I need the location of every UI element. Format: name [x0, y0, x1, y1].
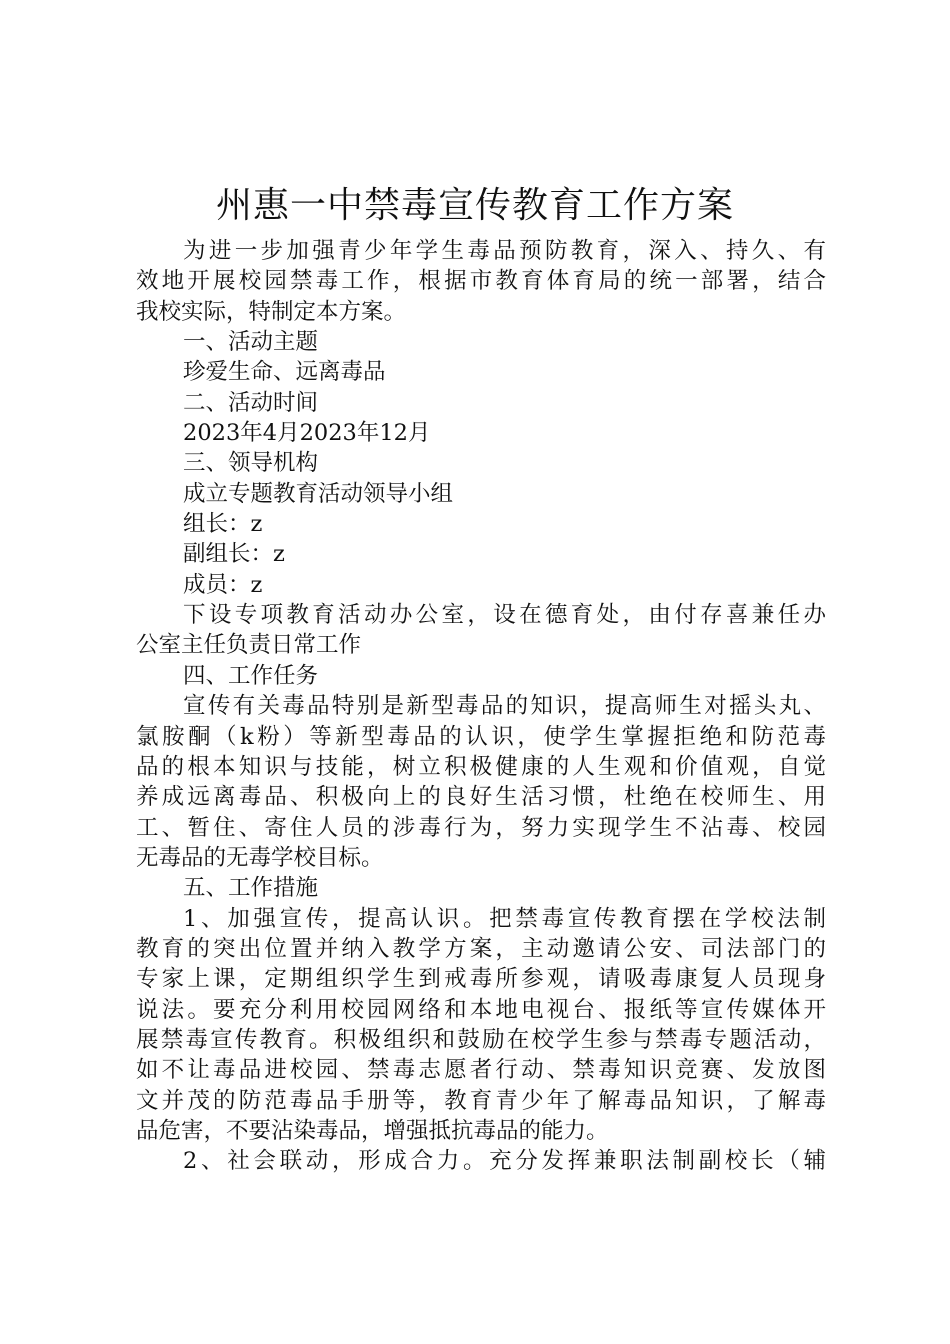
text-line: 组长：z: [183, 511, 263, 538]
text-line: 下设专项教育活动办公室，设在德育处，由付存喜兼任办: [183, 602, 826, 629]
text-line: 我校实际，特制定本方案。: [136, 298, 407, 325]
document-title: 州惠一中禁毒宣传教育工作方案: [215, 185, 734, 226]
document-body: [136, 236, 826, 1177]
text-line: 说法。要充分利用校园网络和本地电视台、报纸等宣传媒体开: [136, 996, 826, 1023]
text-line: 氯胺酮（k粉）等新型毒品的认识，使学生掌握拒绝和防范毒: [136, 723, 826, 750]
text-line: 无毒品的无毒学校目标。: [136, 844, 384, 871]
text-line: 教育的突出位置并纳入教学方案，主动邀请公安、司法部门的: [136, 935, 826, 962]
text-line: 工、暂住、寄住人员的涉毒行为，努力实现学生不沾毒、校园: [136, 814, 826, 841]
text-line: 专家上课，定期组织学生到戒毒所参观，请吸毒康复人员现身: [136, 966, 826, 993]
text-line: 珍爱生命、远离毒品: [183, 359, 386, 386]
section-heading: 一、活动主题: [183, 329, 319, 356]
section-heading: 五、工作措施: [183, 875, 319, 902]
section-heading: 三、领导机构: [183, 450, 319, 477]
text-line: 品危害，不要沾染毒品，增强抵抗毒品的能力。: [136, 1117, 609, 1144]
text-line: 为进一步加强青少年学生毒品预防教育，深入、持久、有: [183, 238, 826, 264]
text-line: 公室主任负责日常工作: [136, 632, 362, 659]
text-line: 成员：z: [183, 571, 263, 598]
text-line: 1、加强宣传，提高认识。把禁毒宣传教育摆在学校法制: [183, 905, 826, 932]
text-line: 文并茂的防范毒品手册等，教育青少年了解毒品知识，了解毒: [136, 1087, 826, 1114]
text-line: 如不让毒品进校园、禁毒志愿者行动、禁毒知识竞赛、发放图: [136, 1057, 826, 1084]
text-line: 展禁毒宣传教育。积极组织和鼓励在校学生参与禁毒专题活动，: [136, 1026, 826, 1053]
text-line: 养成远离毒品、积极向上的良好生活习惯，杜绝在校师生、用: [136, 784, 826, 811]
section-heading: 二、活动时间: [183, 389, 319, 416]
text-line: 宣传有关毒品特别是新型毒品的知识，提高师生对摇头丸、: [183, 693, 826, 720]
section-heading: 四、工作任务: [183, 662, 319, 689]
text-line: 2023年4月2023年12月: [183, 420, 431, 447]
text-line: 2、社会联动，形成合力。充分发挥兼职法制副校长（辅: [183, 1148, 826, 1175]
text-line: 副组长：z: [183, 541, 285, 568]
text-line: 品的根本知识与技能，树立积极健康的人生观和价值观，自觉: [136, 753, 826, 780]
text-line: 效地开展校园禁毒工作，根据市教育体育局的统一部署，结合: [136, 268, 826, 295]
text-line: 成立专题教育活动领导小组: [183, 480, 454, 507]
